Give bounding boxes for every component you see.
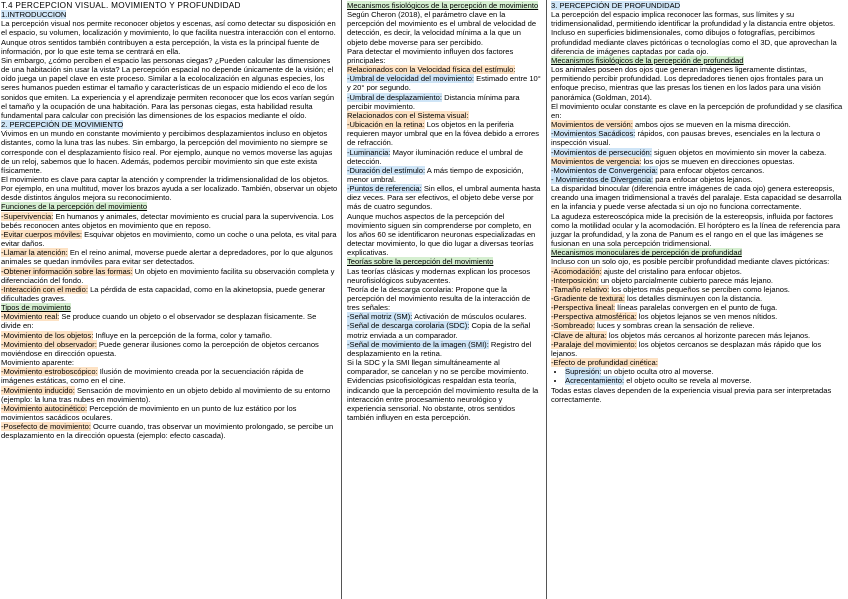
term-text: Ocurre cuando, tras observar un movimiento prolongado, se percibe un desplazamiento en la dirección opuesta (ejemplo: efecto cascada). — [1, 422, 334, 441]
term-label: -Posefecto de movimiento: — [1, 422, 91, 432]
term-paragraph — [347, 166, 543, 184]
term-paragraph — [347, 321, 543, 339]
section-heading — [551, 1, 845, 10]
heading-text: 2. PERCEPCIÓN DE MOVIMIENTO — [1, 120, 124, 130]
paragraph-text: La percepción del espacio implica reconocer las formas, sus límites y su tridimensionalidad, permitiendo identificar la profundidad y la distancia entre objetos. Incluso en superficies bidimensionales, como dibujos o fotografías, percibimos profundidad mediante claves pictóricas o tecnologías como el 3D, que aprovechan la diferencia de imágenes captadas por cada ojo. — [551, 10, 837, 56]
term-label: -Señal de movimiento de la imagen (SMI): — [347, 339, 489, 349]
body-paragraph — [347, 267, 543, 285]
paragraph-text: La disparidad binocular (diferencia entre imágenes de cada ojo) genera estereopsis, creando una imagen tridimensional a través del paralaje. Esta capacidad se desarrolla en la infancia y puede verse afectada si un ojo no funciona correctamente. — [551, 184, 842, 212]
body-paragraph — [551, 65, 845, 102]
term-label: Movimientos de vergencia: — [551, 156, 642, 166]
heading-text: Mecanismos fisiológicos de la percepción de movimiento — [347, 1, 539, 10]
term-text: para enfocar objetos lejanos. — [653, 174, 753, 184]
paragraph-text: Según Cheron (2018), el parámetro clave en la percepción del movimiento es el umbral de velocidad de detección, es decir, la velocidad mínima a la que un objeto debe moverse para ser percibido. — [347, 10, 537, 47]
term-text: los objetos lejanos se ven menos nítidos. — [636, 312, 778, 322]
term-text: siguen objetos en movimiento sin mover la cabeza. — [651, 147, 827, 157]
term-paragraph — [1, 404, 338, 422]
term-text: los objetos más cercanos al horizonte parecen más lejanos. — [606, 330, 811, 340]
body-paragraph — [551, 10, 845, 56]
term-label: -Interacción con el medio: — [1, 284, 88, 294]
body-paragraph — [1, 358, 338, 367]
term-paragraph — [551, 340, 845, 358]
term-label: -Gradiente de textura: — [551, 294, 625, 303]
term-text: Registro del desplazamiento en la retina. — [347, 339, 532, 358]
term-paragraph — [347, 340, 543, 358]
term-text: un objeto parcialmente cubierto parece más lejano. — [598, 275, 774, 285]
paragraph-text: Incluso con un solo ojo, es posible percibir profundidad mediante claves pictóricas: — [551, 257, 830, 267]
term-paragraph — [551, 157, 845, 166]
term-paragraph — [1, 248, 338, 266]
term-text: luces y sombras crean la sensación de relieve. — [594, 321, 755, 331]
term-label: Acrecentamiento: — [565, 376, 625, 386]
term-label: - Movimientos de Divergencia: — [551, 174, 654, 184]
section-heading — [551, 56, 845, 65]
term-text: Ilusión de movimiento creada por la secuenciación rápida de imágenes estáticas, como en el cine. — [1, 367, 304, 386]
term-label: -Ubicación en la retina: — [347, 120, 425, 130]
term-label: -Paralaje del movimiento: — [551, 339, 637, 349]
term-text: el objeto oculto se revela al moverse. — [624, 376, 752, 386]
heading-text: Mecanismos fisiológicos de la percepción de profundidad — [551, 55, 744, 65]
heading-text: Funciones de la percepción del movimiento — [1, 202, 148, 212]
term-label: -Efecto de profundidad cinética: — [551, 358, 658, 368]
term-label: -Movimiento autocinético: — [1, 403, 88, 413]
body-paragraph — [1, 56, 338, 120]
body-paragraph — [347, 47, 543, 65]
term-text: A más tiempo de exposición, menor umbral. — [347, 165, 524, 184]
column-1 — [0, 0, 340, 599]
term-paragraph — [551, 358, 845, 367]
term-label: -Umbral de velocidad del movimiento: — [347, 74, 475, 84]
term-paragraph — [1, 285, 338, 303]
term-text: Los objetos en la periferia requieren mayor umbral que en la fóvea debido a errores de refracción. — [347, 120, 540, 148]
heading-text: Teorías sobre la percepción del movimiento — [347, 257, 494, 267]
paragraph-text: El movimiento es clave para captar la atención y comprender la tridimensionalidad de los objetos. Por ejemplo, en una multitud, mover los brazos ayuda a ser localizado. También, observar un objeto desde distintos ángulos mejora su reconocimiento. — [1, 174, 338, 203]
term-label: -Movimiento de los objetos: — [1, 330, 94, 340]
term-paragraph — [551, 148, 845, 157]
term-text: los objetos cercanos se desplazan más rápido que los lejanos. — [551, 339, 822, 358]
term-label: -Clave de altura: — [551, 330, 607, 340]
term-paragraph — [551, 120, 845, 129]
term-text: Esquivar objetos en movimiento, como un coche o una pelota, es vital para evitar daños. — [1, 229, 337, 249]
heading-text: Tipos de movimiento — [1, 303, 71, 313]
term-paragraph — [551, 312, 845, 321]
term-text: Estimado entre 10° y 20° por segundo. — [347, 74, 541, 93]
term-label: -Acomodación: — [551, 266, 602, 276]
term-label: Supresión: — [565, 367, 602, 377]
paragraph-text: Aunque muchos aspectos de la percepción del movimiento siguen sin comprenderse por completo, en los años 60 se identificaron neuronas especializadas en detectar movimiento, lo que dio lugar a diversas teorías explicativas. — [347, 211, 536, 258]
term-label: -Señal de descarga corolaria (SDC): — [347, 321, 470, 331]
term-paragraph — [1, 267, 338, 285]
term-label: -Movimientos de persecución: — [551, 147, 652, 157]
term-text: ajuste del cristalino para enfocar objetos. — [601, 266, 742, 276]
term-paragraph — [565, 376, 845, 385]
term-paragraph — [1, 230, 338, 248]
term-label: Movimientos de versión: — [551, 120, 633, 130]
term-label: -Perspectiva lineal: — [551, 303, 616, 313]
term-text: líneas paralelas convergen en el punto de fuga. — [615, 303, 778, 313]
paragraph-text: Para detectar el movimiento influyen dos factores principales: — [347, 46, 514, 65]
term-label: -Movimientos de Convergencia: — [551, 165, 658, 175]
paragraph-text: Si la SDC y la SMI llegan simultáneamente al comparador, se cancelan y no se percibe movimiento. — [347, 358, 529, 377]
term-text: Sin ellos, el umbral aumenta hasta diez veces. Para ser efectivos, el objeto debe verse por más de cuatro segundos. — [347, 184, 541, 212]
section-heading — [347, 257, 543, 266]
term-label: -Puntos de referencia: — [347, 184, 422, 194]
term-label: -Perspectiva atmosférica: — [551, 312, 637, 322]
term-paragraph — [347, 93, 543, 111]
paragraph-text: Los animales poseen dos ojos que generan imágenes ligeramente distintas, permitiendo percibir profundidad. Los depredadores tienen ojos frontales para un enfoque preciso, mientras que las presas los tienen en los lados para una visión panorámica (Goldman, 2014). — [551, 65, 824, 102]
term-text: Mayor iluminación reduce el umbral de detección. — [347, 147, 524, 166]
page-title — [1, 1, 338, 10]
section-heading — [1, 10, 338, 19]
term-paragraph — [551, 166, 845, 175]
term-label: -Luminancia: — [347, 147, 391, 157]
body-paragraph — [551, 257, 845, 266]
term-paragraph — [551, 276, 845, 285]
paragraph-text: Teoría de la descarga corolaria: Propone que la percepción del movimiento resulta de la interacción de tres señales: — [347, 284, 531, 313]
term-label: -Duración del estímulo: — [347, 165, 426, 175]
term-text: los detalles disminuyen con la distancia. — [624, 294, 763, 303]
term-paragraph — [1, 422, 338, 440]
column-divider — [546, 0, 547, 599]
term-label: -Supervivencia: — [1, 211, 54, 221]
heading-text: 1.INTRODUCCION — [1, 10, 67, 20]
term-text: para enfocar objetos cercanos. — [657, 165, 765, 175]
heading-text: 3. PERCEPCIÓN DE PROFUNDIDAD — [551, 1, 681, 10]
bullet-list — [551, 367, 845, 385]
term-paragraph — [1, 340, 338, 358]
heading-text: Relacionados con el Sistema visual: — [347, 110, 469, 120]
term-label: -Llamar la atención: — [1, 248, 68, 258]
term-text: los ojos se mueven en direcciones opuestas. — [641, 156, 795, 166]
term-label: -Movimiento inducido: — [1, 385, 75, 395]
term-text: Activación de músculos oculares. — [412, 312, 527, 322]
term-paragraph — [347, 74, 543, 92]
term-label: -Movimiento del observador: — [1, 339, 97, 349]
body-paragraph — [1, 175, 338, 202]
term-paragraph — [1, 212, 338, 230]
term-label: -Interposición: — [551, 275, 599, 285]
term-text: Se produce cuando un objeto o el observador se desplazan físicamente. Se divide en: — [1, 312, 317, 331]
term-paragraph — [551, 303, 845, 312]
term-paragraph — [551, 285, 845, 294]
term-label: -Señal motriz (SM): — [347, 312, 413, 322]
term-paragraph — [551, 294, 845, 303]
term-paragraph — [551, 175, 845, 184]
body-paragraph — [551, 386, 845, 404]
term-paragraph — [565, 367, 845, 376]
term-text: ambos ojos se mueven en la misma dirección. — [632, 120, 791, 130]
term-text: un objeto oculta otro al moverse. — [601, 367, 714, 377]
term-label: -Sombreado: — [551, 321, 595, 331]
term-text: Distancia mínima para percibir movimiento. — [347, 92, 520, 111]
paragraph-text: La agudeza estereoscópica mide la precisión de la estereopsis, influida por factores como la motilidad ocular y la acomodación. El horóptero es la línea de referencia para juzgar la profundidad, y la zona de Panum es el rango en el que las imágenes se fusionan en una sola percepción tridimensional. — [551, 211, 841, 249]
term-paragraph — [551, 129, 845, 147]
body-paragraph — [347, 358, 543, 376]
term-text: Puede generar ilusiones como la percepción de objetos cercanos moviéndose en dirección opuesta. — [1, 339, 319, 358]
paragraph-text: Evidencias psicofisiológicas respaldan esta teoría, indicando que la percepción del movimiento resulta de la interacción entre procesamiento neurológico y experiencia sensorial. No obstante, otros sentidos también influyen en esta percepción. — [347, 376, 539, 423]
section-heading — [347, 65, 543, 74]
term-label: -Movimientos Sacádicos: — [551, 129, 636, 139]
paragraph-text: La percepción visual nos permite reconocer objetos y escenas, así como detectar su disposición en el espacio, su volumen, localización y movimiento, lo que facilita nuestra interacción con el entorno. Aunque otros sentidos también contribuyen a esta percepción, la vista es la principal fuente de información, por lo que este tema se centrará en ella. — [1, 19, 336, 56]
body-paragraph — [347, 212, 543, 258]
term-paragraph — [1, 386, 338, 404]
term-paragraph — [1, 367, 338, 385]
column-3 — [548, 0, 848, 599]
paragraph-text: Vivimos en un mundo en constante movimiento y percibimos desplazamientos incluso en objetos distantes, como la luna tras las nubes. Sin embargo, la percepción del movimiento no siempre se corresponde con el desplazamiento físico real. Por ejemplo, aunque no vemos moverse las agujas de un reloj, sabemos que lo hacen. Además, podemos percibir movimiento sin que este exista físicamente. — [1, 129, 333, 175]
term-paragraph — [347, 312, 543, 321]
term-paragraph — [551, 331, 845, 340]
term-text: los objetos más pequeños se perciben como lejanos. — [609, 284, 790, 294]
body-paragraph — [551, 212, 845, 249]
body-paragraph — [347, 10, 543, 47]
term-paragraph — [347, 148, 543, 166]
term-text: Influye en la percepción de la forma, color y tamaño. — [93, 330, 272, 340]
term-text: Sensación de movimiento en un objeto debido al movimiento de su entorno (ejemplo: la luna tras nubes en movimiento). — [1, 385, 331, 404]
body-paragraph — [551, 184, 845, 211]
term-text: La pérdida de esta capacidad, como en la akinetopsia, puede generar dificultades graves. — [1, 284, 326, 303]
paragraph-text: Todas estas claves dependen de la experiencia visual previa para ser interpretadas correctamente. — [551, 385, 832, 404]
term-paragraph — [347, 120, 543, 147]
paragraph-text: Sin embargo, ¿cómo perciben el espacio las personas ciegas? ¿Pueden calcular las dimensiones de una habitación sin usar la vista? La percepción espacial no depende únicamente de la visión; el oído juega un papel clave en este proceso. Similar a la ecolocalización en algunas especies, los seres humanos pueden estimar el tamaño y características de un espacio midiendo el eco de los sonidos que emiten. La experiencia y el aprendizaje permiten reconocer que los ecos varían según el tamaño y la ocupación de una habitación. Para las personas ciegas, esta habilidad resulta fundamental para calcular con precisión las dimensiones de los espacios mediante el oído. — [1, 55, 335, 120]
paragraph-text: Las teorías clásicas y modernas explican los procesos neurofisiológicos subyacentes. — [347, 266, 531, 285]
term-text: En humanos y animales, detectar movimiento es crucial para la supervivencia. Los bebés reconocen antes objetos en movimiento que en reposo. — [1, 211, 334, 230]
column-2 — [343, 0, 546, 599]
paragraph-text: El movimiento ocular constante es clave en la percepción de profundidad y se clasifica en: — [551, 101, 843, 120]
heading-text: Mecanismos monoculares de percepción de profundidad — [551, 248, 742, 258]
term-paragraph — [551, 267, 845, 276]
term-label: -Movimiento real: — [1, 312, 60, 322]
body-paragraph — [347, 376, 543, 422]
body-paragraph — [347, 285, 543, 312]
body-paragraph — [551, 102, 845, 120]
section-heading — [1, 120, 338, 129]
term-label: -Movimiento estroboscópico: — [1, 367, 98, 377]
section-heading — [1, 202, 338, 211]
paragraph-text: Movimiento aparente: — [1, 358, 75, 368]
body-paragraph — [1, 129, 338, 175]
column-divider — [341, 0, 342, 599]
term-paragraph — [347, 184, 543, 211]
body-paragraph — [1, 19, 338, 56]
term-text: En el reino animal, moverse puede alertar a depredadores, por lo que algunos animales se quedan inmóviles para evitar ser detectados. — [1, 248, 333, 267]
section-heading — [347, 1, 543, 10]
term-label: -Evitar cuerpos móviles: — [1, 229, 83, 239]
term-paragraph — [551, 321, 845, 330]
term-text: rápidos, con pausas breves, esenciales en la lectura o inspección visual. — [551, 129, 821, 148]
section-heading — [1, 303, 338, 312]
term-label: -Tamaño relativo: — [551, 284, 610, 294]
heading-text: Relacionados con la Velocidad física del estímulo: — [347, 65, 516, 75]
term-paragraph — [1, 312, 338, 330]
term-paragraph — [1, 331, 338, 340]
term-text: Percepción de movimiento en un punto de luz estático por los movimientos sacádicos oculares. — [1, 403, 297, 423]
heading-text: T.4 PERCEPCION VISUAL. MOVIMIENTO Y PROFUNDIDAD — [1, 1, 241, 10]
term-text: Un objeto en movimiento facilita su observación completa y diferenciación del fondo. — [1, 266, 335, 285]
term-label: -Umbral de desplazamiento: — [347, 92, 442, 102]
section-heading — [347, 111, 543, 120]
term-label: -Obtener información sobre las formas: — [1, 266, 133, 276]
section-heading — [551, 248, 845, 257]
term-text: Copia de la señal motriz enviada a un comparador. — [347, 321, 531, 340]
